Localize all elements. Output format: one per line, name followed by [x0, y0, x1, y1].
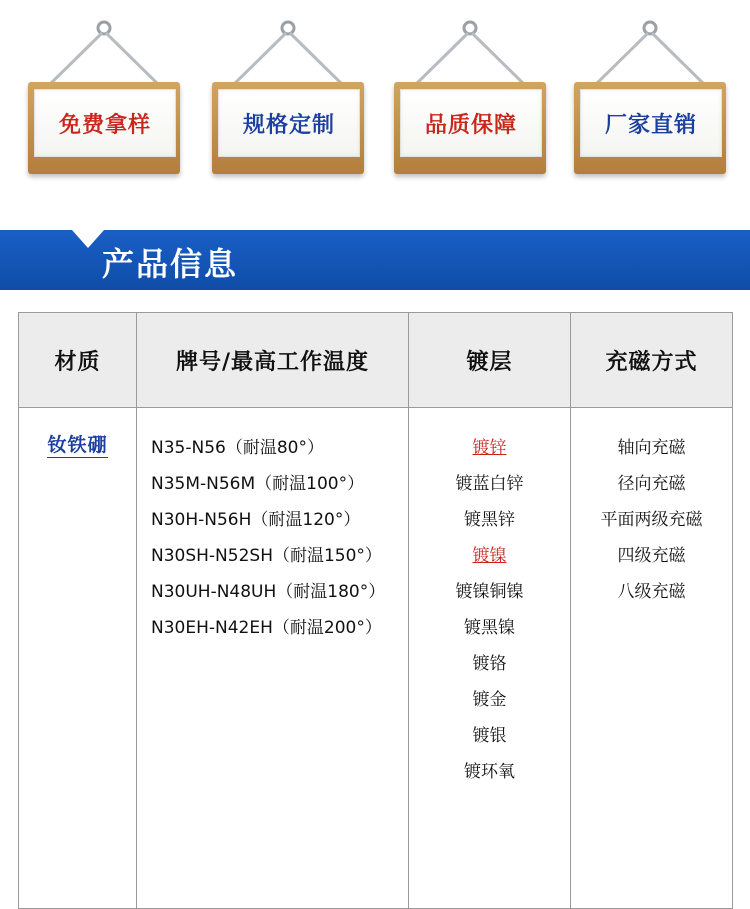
grade-list [137, 430, 408, 646]
list-item: N30H-N56H（耐温120°） [151, 510, 361, 530]
material-link[interactable]: 钕铁硼 [47, 430, 107, 458]
cell-material [19, 408, 137, 909]
list-item: 四级充磁 [617, 546, 686, 566]
list-item: 镀锌 [472, 438, 507, 458]
table-header-row [19, 313, 733, 408]
list-item: 镀银 [472, 726, 507, 746]
list-item: 镀环氧 [464, 762, 515, 782]
sign-plate [400, 89, 542, 157]
list-item: 平面两级充磁 [600, 510, 703, 530]
list-item: 镀蓝白锌 [455, 474, 524, 494]
sign-label-1: 免费拿样 [58, 112, 151, 138]
sign-board [394, 82, 546, 174]
product-info-table [18, 312, 732, 909]
coating-list [409, 430, 570, 790]
triangle-marker-icon [72, 230, 104, 248]
sign-board [28, 82, 180, 174]
list-item: 镀金 [472, 690, 507, 710]
cell-grades [137, 408, 409, 909]
promo-banner [0, 0, 750, 200]
column-header-material: 材质 [19, 313, 137, 408]
section-header [0, 230, 750, 290]
list-item: 径向充磁 [617, 474, 686, 494]
cell-coatings [409, 408, 571, 909]
list-item: N30EH-N42EH（耐温200°） [151, 618, 382, 638]
table-row [19, 408, 733, 909]
sign-board [574, 82, 726, 174]
sign-label-3: 品质保障 [424, 112, 517, 138]
list-item: 镀铬 [472, 654, 507, 674]
list-item: 镀镍铜镍 [455, 582, 524, 602]
column-header-coating: 镀层 [409, 313, 571, 408]
list-item: 轴向充磁 [617, 438, 686, 458]
column-header-grade-temp: 牌号/最高工作温度 [137, 313, 409, 408]
sign-board [212, 82, 364, 174]
list-item: N35M-N56M（耐温100°） [151, 474, 365, 494]
list-item: N30UH-N48UH（耐温180°） [151, 582, 386, 602]
sign-label-2: 规格定制 [242, 112, 335, 138]
page-title: 产品信息 [102, 245, 239, 283]
column-header-magnetization: 充磁方式 [571, 313, 733, 408]
list-item: 镀黑锌 [464, 510, 515, 530]
promo-sign-2 [212, 20, 364, 185]
sign-plate [580, 89, 722, 157]
sign-label-4: 厂家直销 [604, 112, 697, 138]
sign-plate [218, 89, 360, 157]
promo-sign-1 [28, 20, 180, 185]
list-item: 镀黑镍 [464, 618, 515, 638]
promo-sign-4 [574, 20, 726, 185]
list-item: 八级充磁 [617, 582, 686, 602]
list-item: N35-N56（耐温80°） [151, 438, 324, 458]
magnetization-list [571, 430, 732, 610]
cell-magnetization [571, 408, 733, 909]
list-item: N30SH-N52SH（耐温150°） [151, 546, 382, 566]
sign-plate [34, 89, 176, 157]
list-item: 镀镍 [472, 546, 507, 566]
promo-sign-3 [394, 20, 546, 185]
